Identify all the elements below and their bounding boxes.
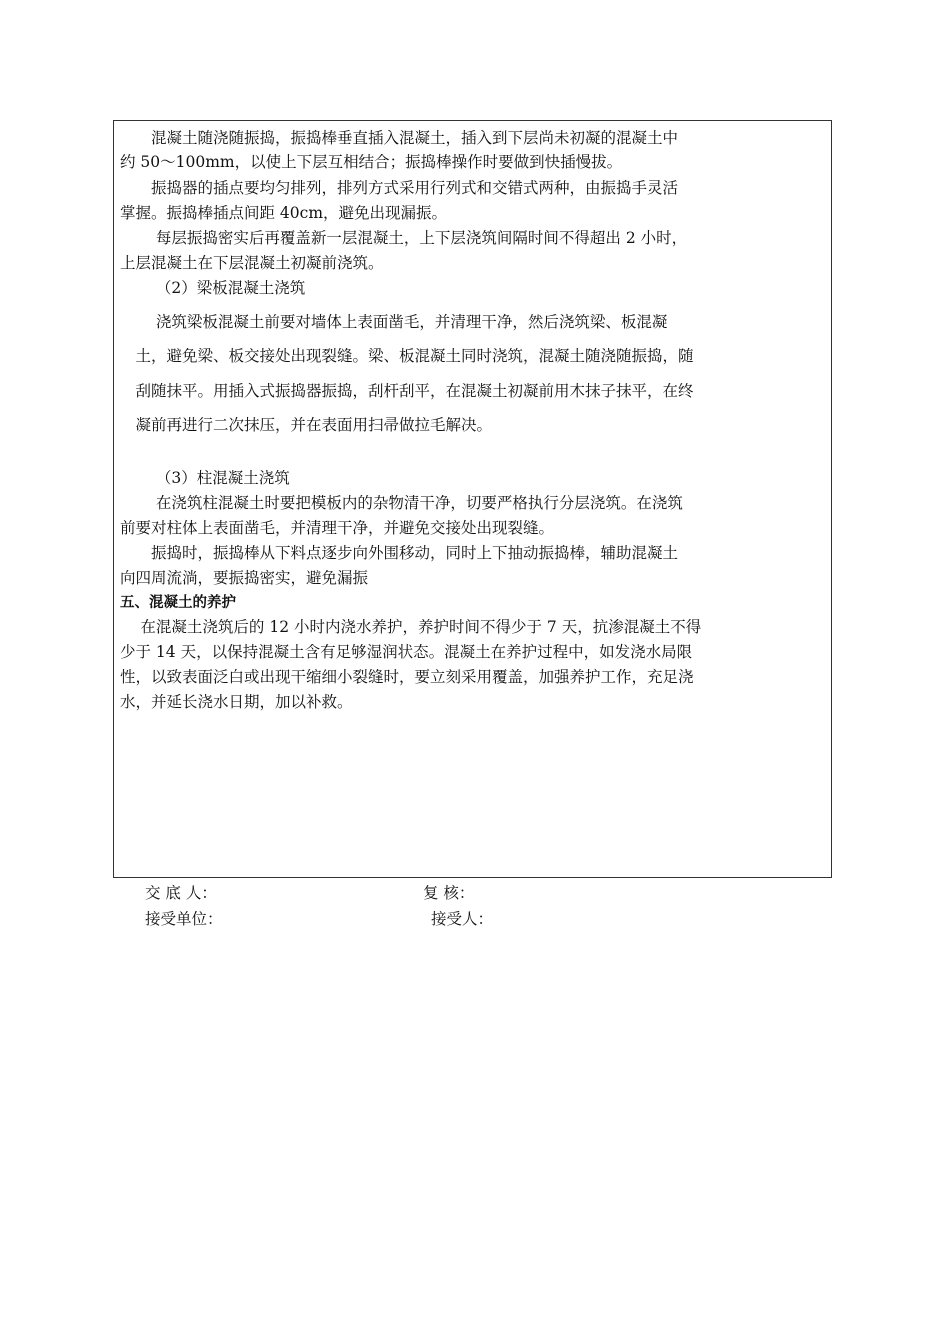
text-line: 浇筑梁板混凝土前要对墙体上表面凿毛，并清理干净，然后浇筑梁、板混凝: [120, 313, 668, 331]
section-heading: （3）柱混凝土浇筑: [120, 469, 290, 487]
reviewer-label: 复 核：: [423, 884, 475, 902]
text-line: 土，避免梁、板交接处出现裂缝。梁、板混凝土同时浇筑，混凝土随浇随振捣，随: [120, 347, 694, 365]
text-line: 在混凝土浇筑后的 12 小时内浇水养护，养护时间不得少于 7 天，抗渗混凝土不得: [120, 618, 702, 636]
section-title: 五、混凝土的养护: [120, 595, 236, 611]
text-line: 前要对柱体上表面凿毛，并清理干净，并避免交接处出现裂缝。: [120, 519, 555, 537]
text-line: 混凝土随浇随振捣，振捣棒垂直插入混凝土，插入到下层尚未初凝的混凝土中: [120, 129, 679, 147]
text-line: 上层混凝土在下层混凝土初凝前浇筑。: [120, 254, 384, 272]
text-line: 在浇筑柱混凝土时要把模板内的杂物清干净，切要严格执行分层浇筑。在浇筑: [120, 494, 683, 512]
receiver-label: 接受人：: [431, 910, 494, 928]
text-line: 刮随抹平。用插入式振捣器振捣，刮杆刮平，在混凝土初凝前用木抹子抹平，在终: [120, 382, 694, 400]
text-line: 每层振捣密实后再覆盖新一层混凝土，上下层浇筑间隔时间不得超出 2 小时，: [120, 229, 688, 247]
text-line: 少于 14 天，以保持混凝土含有足够湿润状态。混凝土在养护过程中，如发浇水局限: [120, 643, 693, 661]
text-line: 约 50～100mm，以使上下层互相结合；振捣棒操作时要做到快插慢拔。: [120, 153, 623, 171]
text-line: 向四周流淌，要振捣密实，避免漏振: [120, 569, 369, 587]
section-heading: （2）梁板混凝土浇筑: [120, 279, 306, 297]
text-line: 掌握。振捣棒插点间距 40cm，避免出现漏振。: [120, 204, 448, 222]
handover-person-label: 交 底 人：: [145, 884, 217, 902]
receiving-unit-label: 接受单位：: [145, 910, 223, 928]
text-line: 振捣时，振捣棒从下料点逐步向外围移动，同时上下抽动振捣棒，辅助混凝土: [120, 544, 679, 562]
text-line: 振捣器的插点要均匀排列，排列方式采用行列式和交错式两种，由振捣手灵活: [120, 179, 679, 197]
text-line: 性，以致表面泛白或出现干缩细小裂缝时，要立刻采用覆盖，加强养护工作，充足浇: [120, 668, 694, 686]
text-line: 水，并延长浇水日期，加以补救。: [120, 693, 353, 711]
text-line: 凝前再进行二次抹压，并在表面用扫帚做拉毛解决。: [120, 416, 493, 434]
